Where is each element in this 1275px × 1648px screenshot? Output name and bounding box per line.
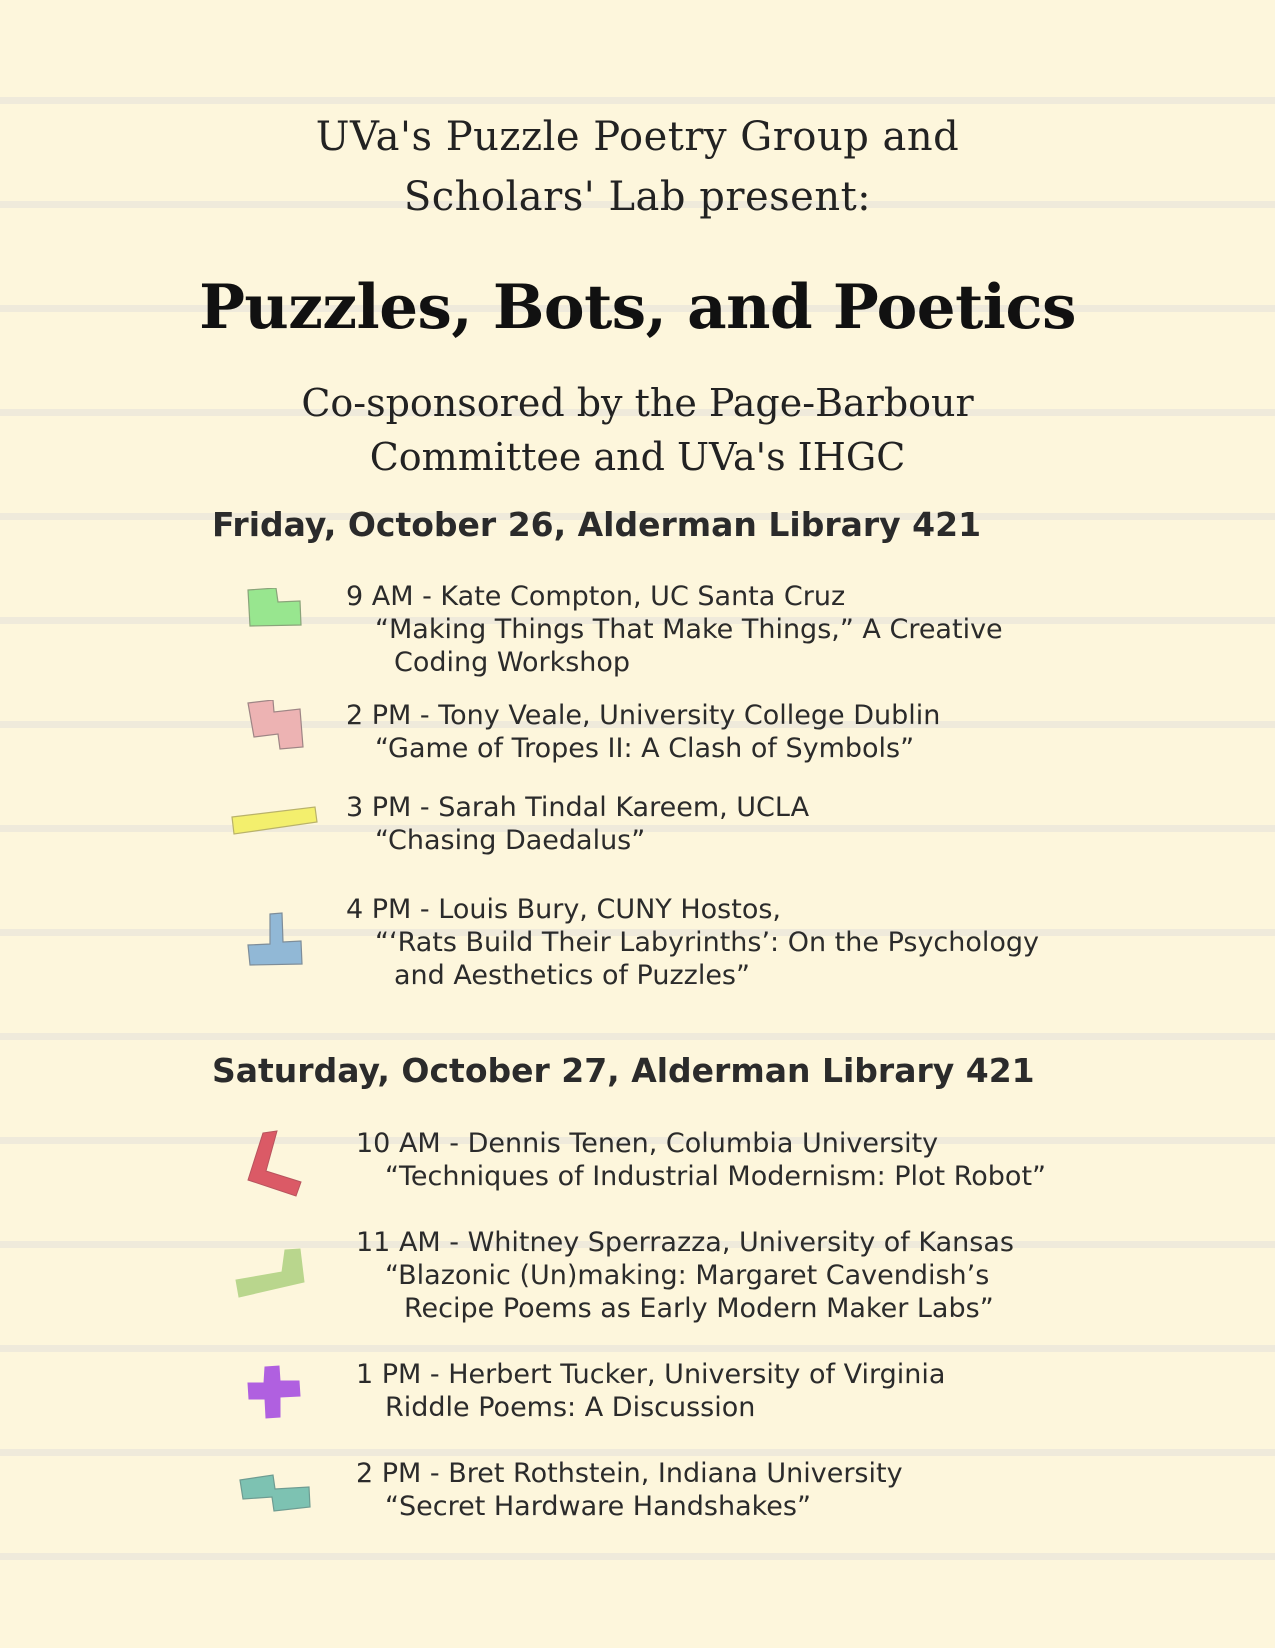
event-item (346, 893, 1039, 992)
event-time-speaker: 4 PM - Louis Bury, CUNY Hostos, (346, 894, 782, 925)
event-time-speaker: 11 AM - Whitney Sperrazza, University of Kansas (356, 1227, 1014, 1258)
red-tetromino-icon (246, 1130, 304, 1198)
event-item (356, 1457, 903, 1523)
sponsor-line: Co-sponsored by the Page-Barbour (301, 381, 974, 425)
event-talk-title: “Chasing Daedalus” (375, 825, 646, 856)
intro-line: UVa's Puzzle Poetry Group and (315, 114, 960, 160)
event-time-speaker: 10 AM - Dennis Tenen, Columbia University (356, 1128, 939, 1159)
event-talk-title-cont: Coding Workshop (394, 647, 631, 678)
sponsor-text (0, 376, 1275, 484)
pink-tetromino-icon (246, 700, 306, 750)
event-item (356, 1358, 945, 1424)
saturday-heading: Saturday, October 27, Alderman Library 421 (212, 1051, 1035, 1090)
event-time-speaker: 1 PM - Herbert Tucker, University of Virginia (356, 1359, 946, 1390)
event-talk-title: “Techniques of Industrial Modernism: Plot Robot” (385, 1161, 1047, 1192)
yellow-bar-icon (231, 804, 319, 840)
sponsor-line: Committee and UVa's IHGC (369, 435, 906, 479)
intro-text (0, 107, 1275, 227)
event-item (346, 580, 1003, 679)
event-item (356, 1127, 1046, 1193)
event-item (346, 699, 940, 765)
event-talk-title: Riddle Poems: A Discussion (385, 1392, 756, 1423)
event-time-speaker: 9 AM - Kate Compton, UC Santa Cruz (346, 581, 846, 612)
event-talk-title: “Game of Tropes II: A Clash of Symbols” (375, 733, 915, 764)
event-talk-title-cont: Recipe Poems as Early Modern Maker Labs” (404, 1293, 994, 1324)
event-item (346, 791, 809, 857)
event-talk-title: “Blazonic (Un)making: Margaret Cavendish’s (385, 1260, 990, 1291)
event-time-speaker: 2 PM - Bret Rothstein, Indiana University (356, 1458, 903, 1489)
event-talk-title: “Secret Hardware Handshakes” (385, 1491, 811, 1522)
event-item (356, 1226, 1014, 1325)
event-talk-title-cont: and Aesthetics of Puzzles” (394, 960, 750, 991)
olive-tetromino-icon (234, 1248, 308, 1298)
purple-cross-icon (246, 1365, 306, 1421)
page-title: Puzzles, Bots, and Poetics (199, 272, 1076, 343)
intro-line: Scholars' Lab present: (403, 174, 872, 220)
green-tetromino-icon (246, 588, 302, 628)
blue-tetromino-icon (246, 912, 304, 968)
friday-heading: Friday, October 26, Alderman Library 421 (212, 505, 982, 544)
event-time-speaker: 2 PM - Tony Veale, University College Dublin (346, 700, 941, 731)
event-time-speaker: 3 PM - Sarah Tindal Kareem, UCLA (346, 792, 810, 823)
event-talk-title: “Making Things That Make Things,” A Creative (375, 614, 1003, 645)
event-talk-title: “‘Rats Build Their Labyrinths’: On the Psychology (375, 927, 1040, 958)
teal-tetromino-icon (238, 1472, 312, 1514)
